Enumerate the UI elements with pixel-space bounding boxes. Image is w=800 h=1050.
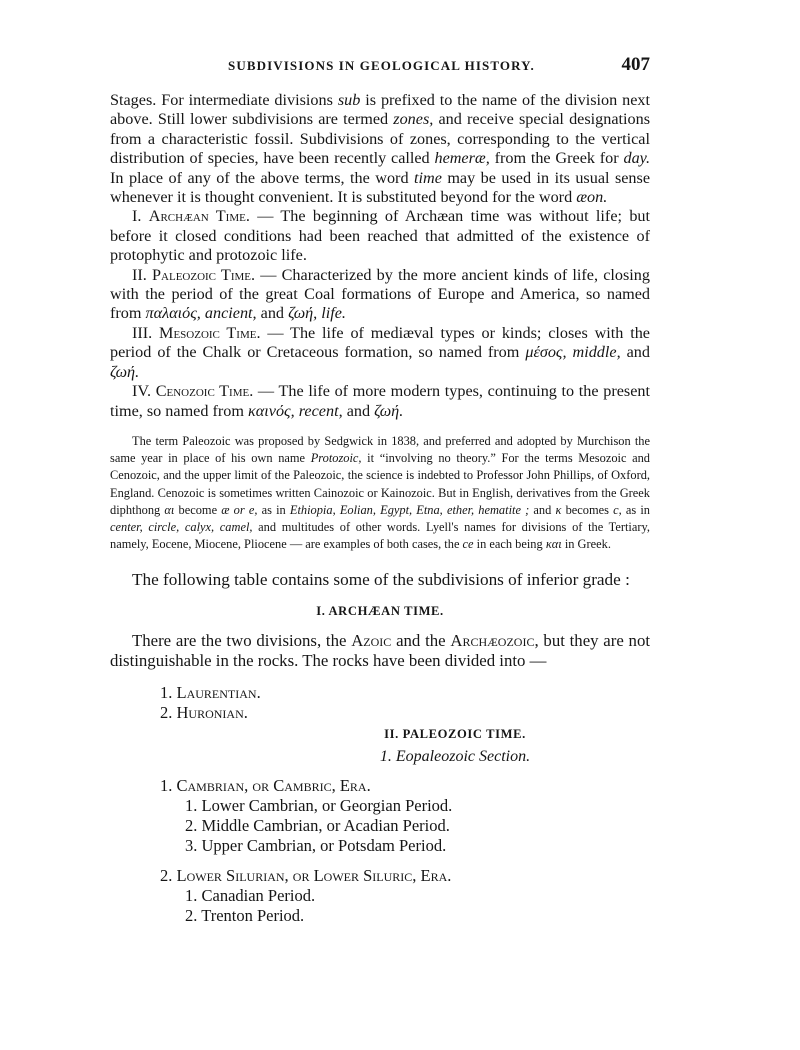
text-run: and	[620, 343, 650, 362]
text-run: but they are not distinguishable in the rocks. The rocks have been divided into —	[110, 631, 650, 671]
text-run: as in	[257, 502, 290, 517]
text-run: In place of any of the above terms, the word	[110, 168, 415, 187]
greek-word: ζωή.	[374, 401, 404, 420]
section-label: Archæan Time.	[148, 207, 250, 226]
division-name: Archæozoic,	[450, 631, 539, 651]
section-number: III.	[132, 323, 160, 342]
greek-word: και	[545, 537, 562, 552]
text-run: — The beginning of Archæan time was without life; but before it closed conditions had been reached that admitted of the existence of protophytic and protozoic life.	[110, 207, 651, 265]
text-run: may be used in its usual sense whenever it is thought convenient. It is substituted beyond for the word	[110, 168, 651, 207]
italic-term: life.	[317, 304, 346, 323]
italic-term: time	[414, 168, 442, 187]
table-intro: The following table contains some of the subdivisions of inferior grade :	[132, 570, 630, 590]
italic-term: Protozoic,	[310, 451, 362, 466]
italic-term: day.	[623, 149, 650, 168]
list-item: 2. Huronian.	[160, 703, 248, 723]
heading-paleozoic-time: II. PALEOZOIC TIME.	[384, 727, 526, 742]
archaean-list	[110, 683, 650, 723]
text-run: and the	[391, 631, 451, 651]
page-number: 407	[621, 54, 650, 75]
text-run: become	[174, 502, 222, 517]
page-header	[110, 54, 650, 84]
heading-archaean-time: I. ARCHÆAN TIME.	[316, 604, 444, 619]
period-item: 1. Canadian Period.	[185, 886, 316, 906]
text-run: and multitudes of other words. Lyell's names for divisions of the Tertiary, namely, Eocene, Miocene, Pliocene — are examples of both cases, the	[110, 519, 650, 552]
text-run: in Greek.	[561, 537, 611, 552]
section-label: Mesozoic Time.	[159, 323, 261, 342]
section-number: I.	[132, 207, 149, 226]
greek-word: μέσος,	[525, 343, 567, 362]
italic-term: æ or e,	[221, 502, 258, 517]
italic-term: 1. Eopaleozoic Section.	[379, 748, 531, 766]
text-run: and	[256, 304, 289, 323]
footnote	[110, 433, 650, 553]
text-run: as in	[621, 502, 650, 517]
section-label: Cenozoic Time.	[155, 382, 254, 401]
italic-term: ce	[462, 537, 474, 552]
paragraph-paleozoic-time	[110, 266, 650, 324]
text-run: The term Paleozoic was proposed by Sedgwick in 1838, and preferred and adopted by Murchison the same year in place of his own name	[110, 433, 650, 466]
running-title: SUBDIVISIONS IN GEOLOGICAL HISTORY.	[228, 58, 535, 73]
text-run: There are the two divisions, the	[132, 631, 352, 651]
text-run: is prefixed to the name of the division next above. Still lower subdivisions are termed	[110, 91, 650, 129]
text-run: and	[529, 502, 556, 517]
text-run: in each being	[473, 537, 546, 552]
text-run: — The life of more modern types, continuing to the present time, so named from	[110, 382, 650, 420]
era-title: 1. Cambrian, or Cambric, Era.	[160, 776, 371, 796]
section-label: Paleozoic Time.	[152, 265, 256, 284]
text-run: from the Greek for	[489, 149, 624, 168]
section-number: IV.	[132, 382, 156, 401]
list-item: 1. Laurentian.	[160, 683, 261, 703]
text-run: — The life of mediæval types or kinds; closes with the period of the Chalk or Cretaceous formation, so named from	[110, 323, 650, 362]
italic-term: hemeræ,	[434, 149, 490, 168]
paragraph-subdivisions	[110, 91, 650, 207]
era-title: 2. Lower Silurian, or Lower Siluric, Era.	[160, 866, 452, 886]
text-run: and	[342, 401, 375, 420]
period-item: 3. Upper Cambrian, or Potsdam Period.	[185, 836, 447, 856]
italic-term: sub	[337, 91, 361, 109]
italic-term: recent,	[294, 401, 343, 420]
page-body	[110, 91, 650, 926]
paragraph-cenozoic-time	[110, 382, 650, 421]
paragraph-mesozoic-time	[110, 324, 650, 382]
italic-term: zones,	[393, 110, 434, 129]
period-item: 2. Trenton Period.	[185, 906, 305, 926]
greek-word: κ	[555, 502, 562, 517]
division-name: Azoic	[351, 631, 392, 651]
greek-word: ζωή,	[288, 304, 318, 323]
subsection-title	[110, 748, 650, 766]
text-run: and receive special designations from a characteristic fossil. Subdivisions of zones, corresponding to the vertical distribution of species, have been recently called	[110, 110, 650, 168]
text-run: it “involving no theory.” For the terms Mesozoic and Cenozoic, and the upper limit of the Paleozoic, the science is indebted to Professor John Phillips, of Oxford, England. Cenozoic is sometimes written Cainozoic or Kainozoic. But in English, derivatives from the Greek diphthong	[110, 451, 650, 517]
italic-term: middle,	[566, 343, 621, 362]
italic-term: ancient,	[200, 304, 257, 323]
greek-word: καινός,	[248, 401, 295, 420]
greek-word: παλαιός,	[145, 304, 201, 323]
text-run: — Characterized by the more ancient kinds of life, closing with the period of the great Coal formations of Europe and America, so named from	[110, 265, 650, 323]
greek-word: αι	[164, 502, 175, 517]
period-item: 1. Lower Cambrian, or Georgian Period.	[185, 796, 453, 816]
italic-term: center, circle, calyx, camel,	[110, 519, 253, 534]
greek-word: ζωή.	[110, 362, 140, 381]
italic-term: c,	[613, 502, 622, 517]
paragraph-archaean-time	[110, 207, 650, 265]
italic-term: æon.	[576, 188, 608, 207]
section-number: II.	[132, 265, 153, 284]
footnote-paragraph	[110, 433, 650, 553]
text-run: Stages. For intermediate divisions	[110, 91, 338, 109]
paragraph-archaean-divisions	[110, 631, 650, 671]
text-run: becomes	[561, 502, 614, 517]
italic-term: Ethiopia, Eolian, Egypt, Etna, ether, hematite ;	[289, 502, 530, 517]
period-item: 2. Middle Cambrian, or Acadian Period.	[185, 816, 450, 836]
